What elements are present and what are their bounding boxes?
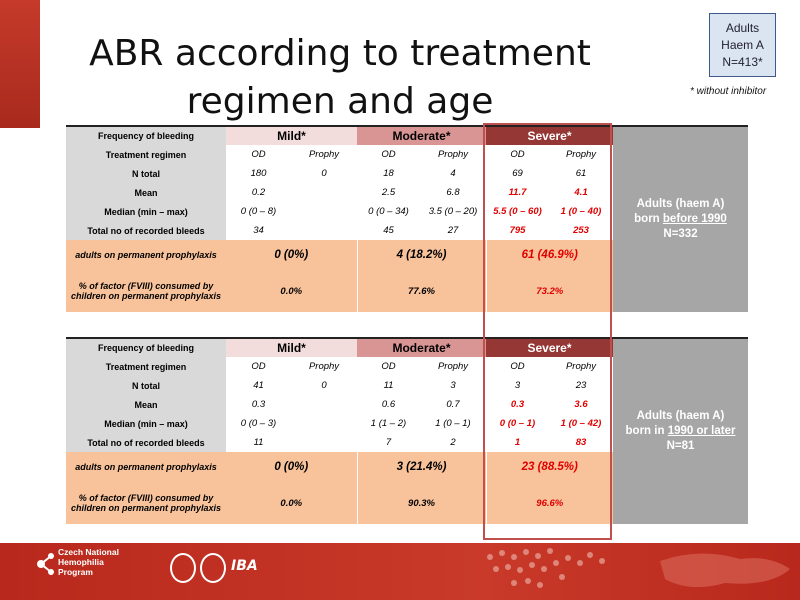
cell-highlight: 1 — [486, 433, 549, 452]
row-label-regimen: Treatment regimen — [66, 145, 226, 164]
cell-factor-mild: 0.0% — [226, 270, 357, 312]
cell-prophy: Prophy — [420, 145, 486, 164]
cell-highlight: 1 (0 – 40) — [549, 202, 613, 221]
footnote: * without inhibitor — [690, 86, 767, 97]
logo-line-2: Hemophilia — [58, 557, 104, 567]
accent-bar — [0, 0, 40, 128]
cell: 0 — [291, 164, 357, 183]
cell-od: OD — [357, 357, 420, 376]
header-moderate: Moderate* — [357, 338, 486, 357]
hemophilia-program-logo-icon — [36, 552, 56, 576]
group-label-line-1: Adults (haem A) — [636, 410, 725, 422]
group-label — [613, 338, 748, 524]
row-label-ntotal: N total — [66, 164, 226, 183]
cell-od: OD — [486, 357, 549, 376]
cell-highlight: 1 (0 – 42) — [549, 414, 613, 433]
cell-permanent-mild: 0 (0%) — [226, 240, 357, 270]
cell-permanent-moderate: 4 (18.2%) — [357, 240, 486, 270]
cell-prophy: Prophy — [291, 357, 357, 376]
logo-line-1: Czech National — [58, 547, 119, 557]
cell-factor-severe: 96.6% — [486, 482, 613, 524]
cell: 3 — [420, 376, 486, 395]
cell-highlight: 0.3 — [486, 395, 549, 414]
cell: 0 — [291, 376, 357, 395]
cell: 0.2 — [226, 183, 291, 202]
abr-table-before-1990 — [66, 125, 748, 312]
row-label-mean: Mean — [66, 395, 226, 414]
cell-od: OD — [486, 145, 549, 164]
cell: 41 — [226, 376, 291, 395]
cell-od: OD — [226, 357, 291, 376]
cell-highlight: 253 — [549, 221, 613, 240]
cell: 0.7 — [420, 395, 486, 414]
logo-text — [58, 547, 119, 577]
header-mild: Mild* — [226, 126, 357, 145]
group-label-n: N=81 — [666, 440, 695, 452]
group-label-period: 1990 or later — [667, 425, 736, 437]
cell-highlight: 11.7 — [486, 183, 549, 202]
cell-permanent-moderate: 3 (21.4%) — [357, 452, 486, 482]
cell — [291, 414, 357, 433]
footer-band — [0, 543, 800, 600]
cell-permanent-severe: 61 (46.9%) — [486, 240, 613, 270]
row-label-bleeds: Total no of recorded bleeds — [66, 221, 226, 240]
cell: 11 — [226, 433, 291, 452]
abr-table-1990-or-later — [66, 337, 748, 524]
decorative-dots-icon — [470, 543, 800, 600]
group-label-period: before 1990 — [662, 213, 727, 225]
cell: 6.8 — [420, 183, 486, 202]
cell: 0 (0 – 3) — [226, 414, 291, 433]
header-frequency: Frequency of bleeding — [66, 126, 226, 145]
cell-factor-moderate: 90.3% — [357, 482, 486, 524]
cell-od: OD — [226, 145, 291, 164]
cell: 61 — [549, 164, 613, 183]
cell: 23 — [549, 376, 613, 395]
iba-logo: IBA — [231, 558, 258, 574]
row-label-factor: % of factor (FVIII) consumed by children on permanent prophylaxis — [66, 482, 226, 524]
cell-prophy: Prophy — [420, 357, 486, 376]
cell-highlight: 795 — [486, 221, 549, 240]
info-box-line-2: Haem A — [721, 38, 764, 52]
cell: 0.3 — [226, 395, 291, 414]
row-label-bleeds: Total no of recorded bleeds — [66, 433, 226, 452]
header-frequency: Frequency of bleeding — [66, 338, 226, 357]
cell: 3 — [486, 376, 549, 395]
cell-highlight: 83 — [549, 433, 613, 452]
cell: 0 (0 – 34) — [357, 202, 420, 221]
cell: 2 — [420, 433, 486, 452]
header-severe: Severe* — [486, 338, 613, 357]
cell — [291, 221, 357, 240]
cell-prophy: Prophy — [291, 145, 357, 164]
cell-highlight: 0 (0 – 1) — [486, 414, 549, 433]
cell-permanent-severe: 23 (88.5%) — [486, 452, 613, 482]
university-emblem-icon — [170, 553, 196, 583]
row-label-median: Median (min – max) — [66, 414, 226, 433]
cell-permanent-mild: 0 (0%) — [226, 452, 357, 482]
cell — [291, 202, 357, 221]
cell-factor-moderate: 77.6% — [357, 270, 486, 312]
row-label-permanent: adults on permanent prophylaxis — [66, 452, 226, 482]
group-label-born: born in — [625, 425, 668, 437]
row-label-ntotal: N total — [66, 376, 226, 395]
cell — [291, 183, 357, 202]
header-moderate: Moderate* — [357, 126, 486, 145]
cell: 1 (1 – 2) — [357, 414, 420, 433]
title-line-1: ABR according to treatment — [89, 33, 591, 74]
cell: 34 — [226, 221, 291, 240]
cell-highlight: 3.6 — [549, 395, 613, 414]
cell: 1 (0 – 1) — [420, 414, 486, 433]
cell-prophy: Prophy — [549, 145, 613, 164]
cell: 0 (0 – 8) — [226, 202, 291, 221]
cell-factor-severe: 73.2% — [486, 270, 613, 312]
group-label — [613, 126, 748, 312]
header-mild: Mild* — [226, 338, 357, 357]
cell: 45 — [357, 221, 420, 240]
cell — [291, 433, 357, 452]
slide-title — [80, 30, 600, 126]
row-label-factor: % of factor (FVIII) consumed by children on permanent prophylaxis — [66, 270, 226, 312]
cell: 69 — [486, 164, 549, 183]
faculty-emblem-icon — [200, 553, 226, 583]
row-label-regimen: Treatment regimen — [66, 357, 226, 376]
info-box-line-1: Adults — [725, 21, 760, 35]
cell — [291, 395, 357, 414]
cell-od: OD — [357, 145, 420, 164]
logo-line-3: Program — [58, 567, 93, 577]
cell: 4 — [420, 164, 486, 183]
group-label-born: born — [634, 213, 663, 225]
cell: 7 — [357, 433, 420, 452]
info-box-line-3: N=413* — [722, 55, 763, 69]
row-label-mean: Mean — [66, 183, 226, 202]
cell: 0.6 — [357, 395, 420, 414]
cell: 27 — [420, 221, 486, 240]
cell-factor-mild: 0.0% — [226, 482, 357, 524]
cell-highlight: 5.5 (0 – 60) — [486, 202, 549, 221]
group-label-line-1: Adults (haem A) — [636, 198, 725, 210]
info-box — [709, 13, 776, 77]
cell-highlight: 4.1 — [549, 183, 613, 202]
cell: 2.5 — [357, 183, 420, 202]
row-label-median: Median (min – max) — [66, 202, 226, 221]
cell: 11 — [357, 376, 420, 395]
title-line-2: regimen and age — [186, 81, 494, 122]
cell: 180 — [226, 164, 291, 183]
header-severe: Severe* — [486, 126, 613, 145]
cell: 3.5 (0 – 20) — [420, 202, 486, 221]
cell: 18 — [357, 164, 420, 183]
group-label-n: N=332 — [663, 228, 698, 240]
row-label-permanent: adults on permanent prophylaxis — [66, 240, 226, 270]
cell-prophy: Prophy — [549, 357, 613, 376]
